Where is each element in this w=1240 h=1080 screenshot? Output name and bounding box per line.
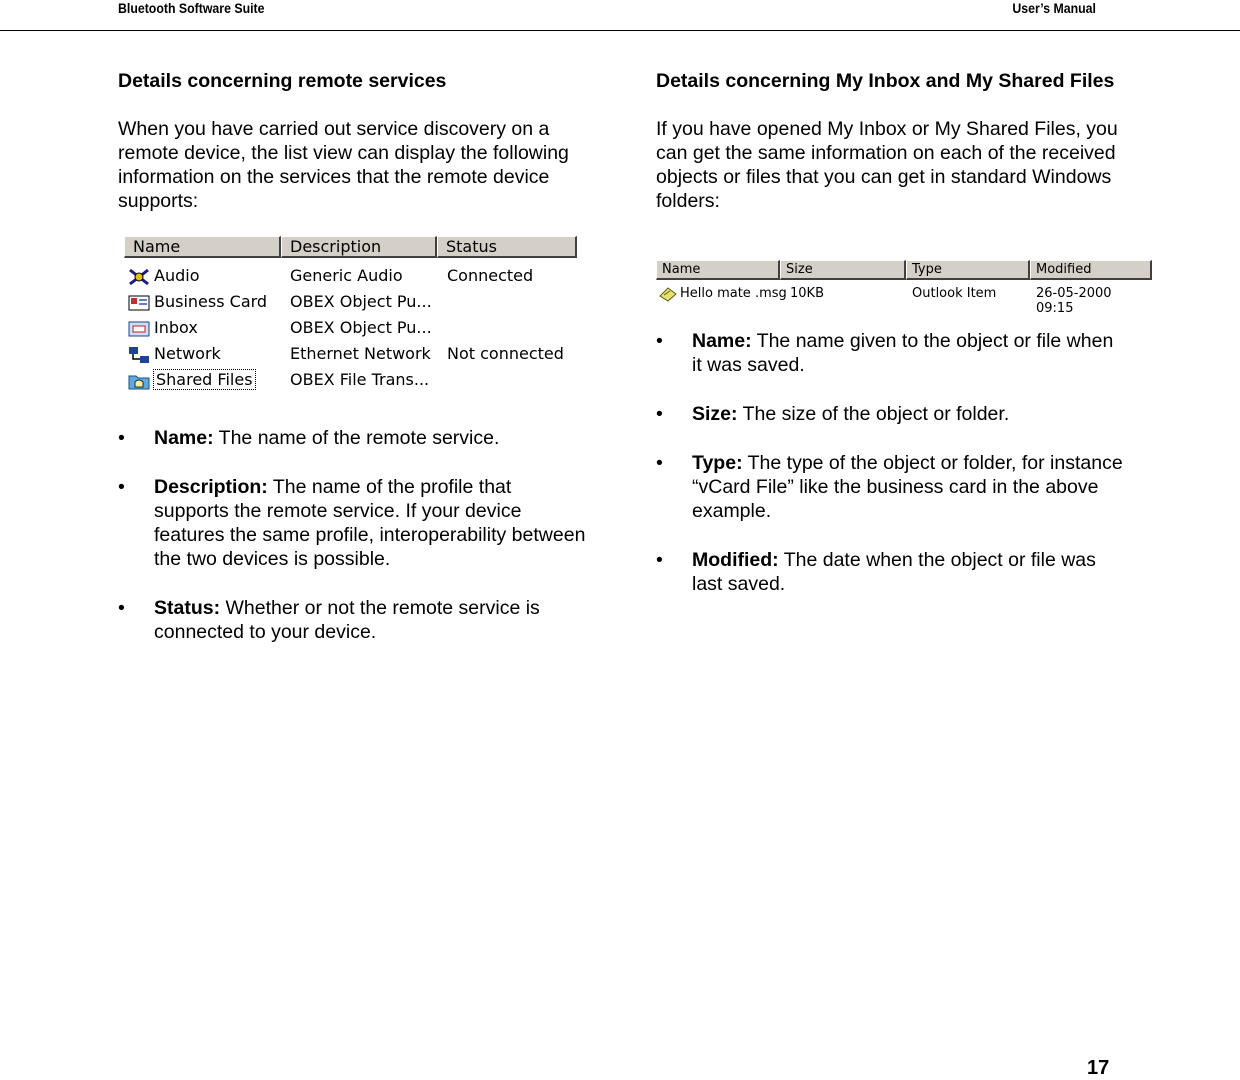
list-row[interactable] xyxy=(124,370,577,396)
row-description: OBEX Object Pu... xyxy=(290,318,432,337)
bullet-name: • Name: The name given to the object or file when it was saved. xyxy=(656,330,1114,376)
row-name: Business Card xyxy=(154,292,268,311)
column-header-modified[interactable]: Modified xyxy=(1030,260,1152,280)
left-bullets xyxy=(118,426,588,644)
bullet-status: • Status: Whether or not the remote service is connected to your device. xyxy=(118,597,540,643)
row-status: Not connected xyxy=(447,344,564,363)
list-row[interactable] xyxy=(124,266,577,292)
shared-folder-icon xyxy=(127,371,151,391)
right-column xyxy=(656,69,1126,213)
row-description: Ethernet Network xyxy=(290,344,431,363)
row-name: Audio xyxy=(154,266,200,285)
row-description: Generic Audio xyxy=(290,266,403,285)
network-icon xyxy=(127,345,151,365)
bullet-name: • Name: The name of the remote service. xyxy=(118,427,500,449)
list-row[interactable] xyxy=(124,318,577,344)
inbox-heading: Details concerning My Inbox and My Shared Files xyxy=(656,70,1115,92)
page-number: 17 xyxy=(1087,1057,1110,1079)
business-card-icon xyxy=(127,293,151,313)
remote-services-list-view xyxy=(124,236,577,402)
row-name: Network xyxy=(154,344,221,363)
column-header-size[interactable]: Size xyxy=(780,260,906,280)
row-description: OBEX Object Pu... xyxy=(290,292,432,311)
inbox-icon xyxy=(127,319,151,339)
inbox-intro: If you have opened My Inbox or My Shared Files, you can get the same information on each of the received objects or files that you can get in standard Windows folders: xyxy=(656,118,1118,212)
file-type: Outlook Item xyxy=(912,286,997,301)
bullet-description: • Description: The name of the profile that supports the remote service. If your device features the same profile, interoperability between the two devices is possible. xyxy=(118,476,586,570)
row-name: Shared Files xyxy=(156,370,253,389)
file-size: 10KB xyxy=(790,286,824,301)
row-name: Inbox xyxy=(154,318,198,337)
bullet-size: • Size: The size of the object or folder. xyxy=(656,403,1010,425)
file-name: Hello mate .msg xyxy=(680,286,787,301)
list-row[interactable] xyxy=(124,292,577,318)
column-header-status[interactable]: Status xyxy=(437,236,577,258)
column-header-name[interactable]: Name xyxy=(124,236,281,258)
header-manual: User’s Manual xyxy=(1012,0,1096,16)
remote-services-heading: Details concerning remote services xyxy=(118,70,447,92)
column-header-name[interactable]: Name xyxy=(656,260,780,280)
bullet-modified: • Modified: The date when the object or file was last saved. xyxy=(656,549,1096,595)
row-status: Connected xyxy=(447,266,534,285)
list-header xyxy=(124,236,577,260)
inbox-list-view xyxy=(656,260,1152,316)
audio-headset-icon xyxy=(127,267,151,287)
bullet-type: • Type: The type of the object or folder, for instance “vCard File” like the business card in the above example. xyxy=(656,452,1123,522)
left-column xyxy=(118,69,588,213)
column-header-description[interactable]: Description xyxy=(281,236,437,258)
row-description: OBEX File Trans... xyxy=(290,370,430,389)
remote-services-intro: When you have carried out service discovery on a remote device, the list view can display the following information on the services that the remote device supports: xyxy=(118,118,569,212)
page-header xyxy=(0,0,1240,31)
right-bullets xyxy=(656,329,1126,596)
header-title: Bluetooth Software Suite xyxy=(118,0,265,16)
file-row[interactable] xyxy=(656,284,1152,316)
list-row[interactable] xyxy=(124,344,577,370)
message-file-icon xyxy=(658,286,678,302)
file-modified: 26-05-2000 09:15 xyxy=(1036,286,1112,316)
column-header-type[interactable]: Type xyxy=(906,260,1030,280)
